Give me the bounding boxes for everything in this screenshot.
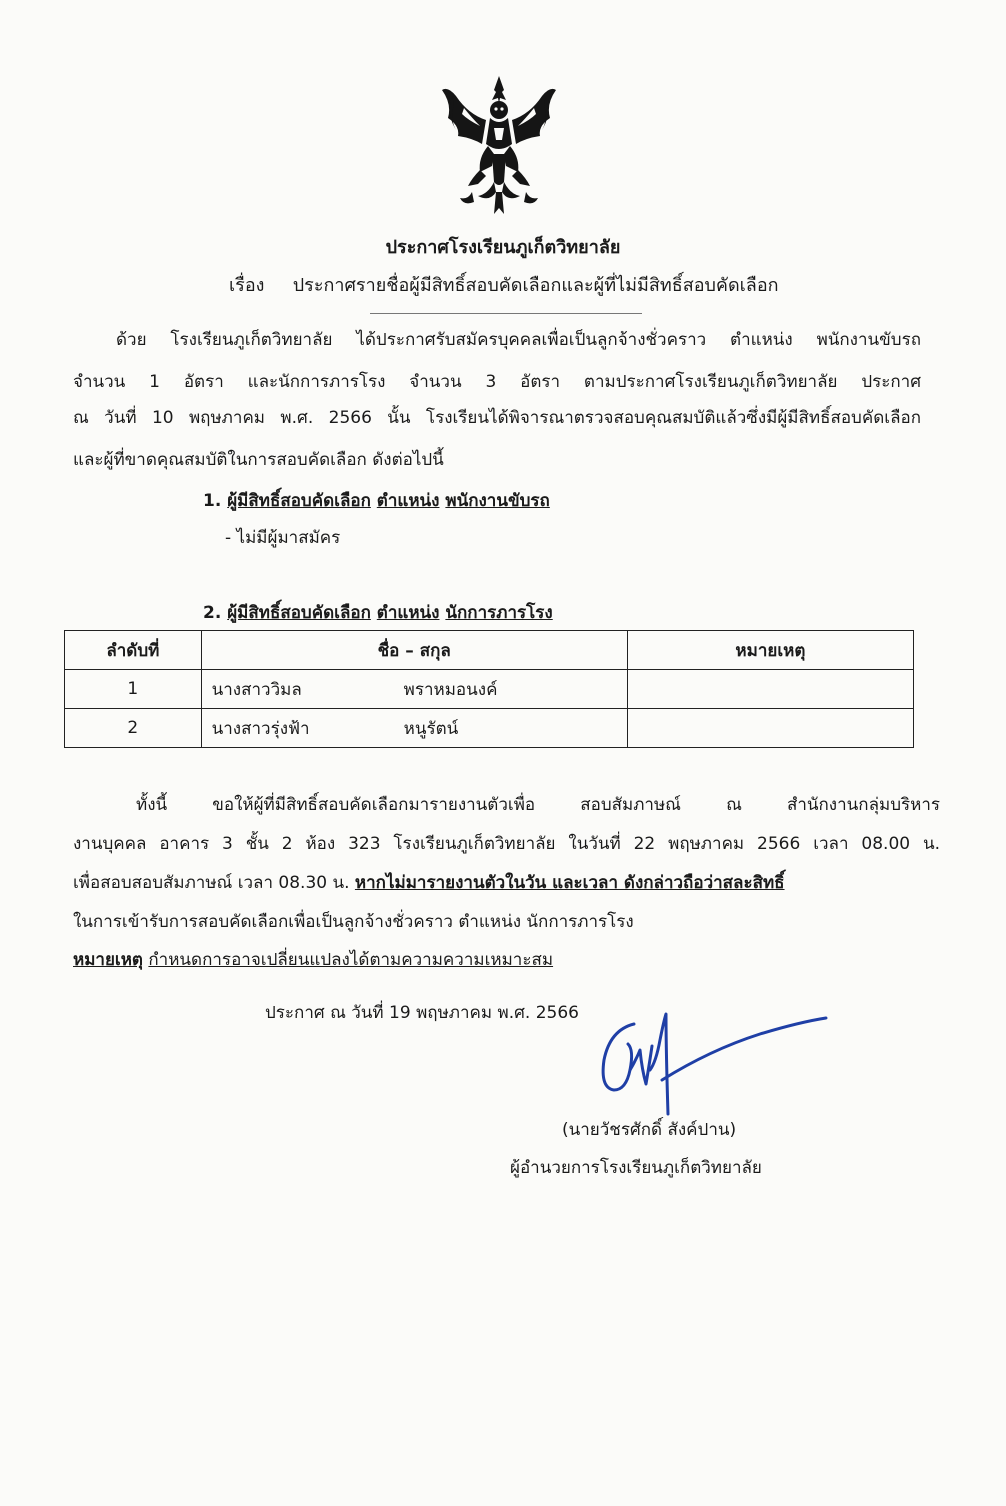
column-header-remark: หมายเหตุ (627, 631, 913, 670)
section2-heading-c: นักการภารโรง (445, 603, 553, 623)
section1-note: - ไม่มีผู้มาสมัคร (225, 528, 341, 548)
table-row (65, 709, 914, 748)
section1-heading (203, 486, 550, 516)
subject-label: เรื่อง (229, 275, 265, 296)
section1-heading-b: ตำแหน่ง (376, 491, 440, 511)
handwritten-signature (590, 1010, 840, 1130)
remark-text: กำหนดการอาจเปลี่ยนแปลงได้ตามความความเหมาะสม (148, 950, 554, 970)
column-header-name: ชื่อ – สกุล (201, 631, 627, 670)
row-first-name: นางสาวรุ่งฟ้า (211, 718, 310, 739)
row-last-name: หนูรัตน์ (403, 718, 459, 739)
instructions-line-3-plain: เพื่อสอบสอบสัมภาษณ์ เวลา 08.30 น. (73, 873, 350, 893)
signatory-name: (นายวัชรศักดิ์ สังค์ปาน) (562, 1120, 737, 1140)
section1-heading-a: ผู้มีสิทธิ์สอบคัดเลือก (227, 491, 371, 511)
column-header-no: ลำดับที่ (65, 631, 202, 670)
section2-heading-b: ตำแหน่ง (376, 603, 440, 623)
row-number: 2 (65, 709, 202, 748)
instructions-line-4: ในการเข้ารับการสอบคัดเลือกเพื่อเป็นลูกจ้างชั่วคราว ตำแหน่ง นักการภารโรง (73, 912, 634, 932)
intro-line-1: ด้วย โรงเรียนภูเก็ตวิทยาลัย ได้ประกาศรับสมัครบุคคลเพื่อเป็นลูกจ้างชั่วคราว ตำแหน่ง พนักงานขับรถ (116, 330, 921, 350)
forfeit-warning: หากไม่มารายงานตัวในวัน และเวลา ดังกล่าวถือว่าสละสิทธิ์ (354, 873, 785, 893)
instructions-line-3 (73, 868, 940, 898)
section2-heading (203, 598, 553, 628)
row-name (201, 670, 627, 709)
intro-line-3: ณ วันที่ 10 พฤษภาคม พ.ศ. 2566 นั้น โรงเรียนได้พิจารณาตรวจสอบคุณสมบัติแล้วซึ่งมีผู้มีสิทธิ์สอบคัดเลือก (73, 408, 921, 428)
instructions-line-2: งานบุคคล อาคาร 3 ชั้น 2 ห้อง 323 โรงเรียนภูเก็ตวิทยาลัย ในวันที่ 22 พฤษภาคม 2566 เวลา 08.00 น. (73, 834, 940, 854)
remark-line (73, 945, 553, 975)
section1-heading-c: พนักงานขับรถ (445, 491, 550, 511)
row-number: 1 (65, 670, 202, 709)
announcement-date: ประกาศ ณ วันที่ 19 พฤษภาคม พ.ศ. 2566 (265, 1003, 579, 1023)
subject-line (229, 270, 779, 299)
table-header-row (65, 631, 914, 670)
section2-number: 2. (203, 603, 222, 623)
row-name (201, 709, 627, 748)
announcement-title: ประกาศโรงเรียนภูเก็ตวิทยาลัย (385, 237, 621, 258)
intro-line-4: และผู้ที่ขาดคุณสมบัติในการสอบคัดเลือก ดังต่อไปนี้ (73, 450, 444, 470)
row-remark (627, 709, 913, 748)
candidate-table (64, 630, 914, 748)
subject-text: ประกาศรายชื่อผู้มีสิทธิ์สอบคัดเลือกและผู้ที่ไม่มีสิทธิ์สอบคัดเลือก (292, 275, 779, 296)
instructions-line-1: ทั้งนี้ ขอให้ผู้ที่มีสิทธิ์สอบคัดเลือกมารายงานตัวเพื่อ สอบสัมภาษณ์ ณ สำนักงานกลุ่มบริหาร (136, 795, 940, 815)
intro-line-2: จำนวน 1 อัตรา และนักการภารโรง จำนวน 3 อัตรา ตามประกาศโรงเรียนภูเก็ตวิทยาลัย ประกาศ (73, 372, 921, 392)
title-divider (370, 313, 642, 314)
row-first-name: นางสาววิมล (211, 679, 302, 700)
row-remark (627, 670, 913, 709)
section2-heading-a: ผู้มีสิทธิ์สอบคัดเลือก (227, 603, 371, 623)
signatory-position: ผู้อำนวยการโรงเรียนภูเก็ตวิทยาลัย (510, 1158, 762, 1178)
row-last-name: พราหมอนงค์ (403, 679, 498, 700)
garuda-emblem (438, 74, 560, 218)
section1-number: 1. (203, 491, 222, 511)
remark-label: หมายเหตุ (73, 950, 143, 970)
table-row (65, 670, 914, 709)
